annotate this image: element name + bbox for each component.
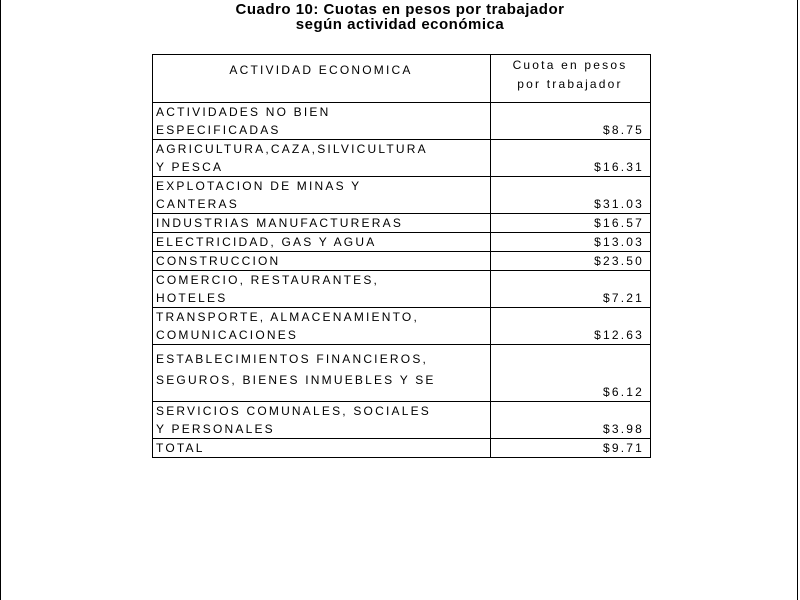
table-row — [153, 214, 651, 233]
activity-line-1: TRANSPORTE, ALMACENAMIENTO, — [156, 310, 419, 324]
amount-cell: $13.03 — [491, 233, 651, 252]
amount-cell: $7.21 — [491, 271, 651, 308]
activity-cell — [153, 308, 491, 345]
title-line-1: Cuadro 10: Cuotas en pesos por trabajador — [235, 1, 565, 18]
activity-cell — [153, 402, 491, 439]
amount-cell: $12.63 — [491, 308, 651, 345]
activity-cell: ELECTRICIDAD, GAS Y AGUA — [153, 233, 491, 252]
activity-line-2: SEGUROS, BIENES INMUEBLES Y SE — [156, 373, 436, 387]
activity-line-1: COMERCIO, RESTAURANTES, — [156, 273, 380, 287]
activity-line-2: Y PERSONALES — [156, 422, 275, 436]
activity-line-1: ACTIVIDADES NO BIEN — [156, 105, 331, 119]
header-quota-line-2: por trabajador — [517, 77, 623, 91]
table-row — [153, 308, 651, 345]
amount-cell: $8.75 — [491, 103, 651, 140]
header-quota — [491, 55, 651, 103]
amount-cell: $16.57 — [491, 214, 651, 233]
activity-cell — [153, 177, 491, 214]
table-row — [153, 177, 651, 214]
total-amount-cell: $9.71 — [491, 439, 651, 458]
activity-cell: CONSTRUCCION — [153, 252, 491, 271]
table-row — [153, 402, 651, 439]
activity-line-2: CANTERAS — [156, 197, 239, 211]
table-row — [153, 103, 651, 140]
table-row — [153, 233, 651, 252]
activity-cell — [153, 103, 491, 140]
header-activity: ACTIVIDAD ECONOMICA — [153, 55, 491, 103]
amount-cell: $31.03 — [491, 177, 651, 214]
table-header-row — [153, 55, 651, 103]
title-line-2: según actividad económica — [295, 16, 505, 33]
table-row — [153, 140, 651, 177]
activity-cell — [153, 140, 491, 177]
activity-cell — [153, 345, 491, 402]
activity-line-1: ESTABLECIMIENTOS FINANCIEROS, — [156, 352, 429, 366]
quota-table — [152, 54, 651, 458]
activity-line-2: ESPECIFICADAS — [156, 123, 281, 137]
activity-cell: INDUSTRIAS MANUFACTURERAS — [153, 214, 491, 233]
table-row — [153, 252, 651, 271]
total-label-cell: TOTAL — [153, 439, 491, 458]
header-quota-line-1: Cuota en pesos — [512, 58, 628, 72]
activity-line-2: HOTELES — [156, 291, 228, 305]
amount-cell: $23.50 — [491, 252, 651, 271]
activity-cell — [153, 271, 491, 308]
amount-cell: $6.12 — [491, 345, 651, 402]
activity-line-2: COMUNICACIONES — [156, 328, 299, 342]
amount-cell: $3.98 — [491, 402, 651, 439]
activity-line-1: EXPLOTACION DE MINAS Y — [156, 179, 362, 193]
amount-cell: $16.31 — [491, 140, 651, 177]
activity-line-1: AGRICULTURA,CAZA,SILVICULTURA — [156, 142, 428, 156]
activity-line-1: SERVICIOS COMUNALES, SOCIALES — [156, 404, 431, 418]
table-row-total — [153, 439, 651, 458]
activity-line-2: Y PESCA — [156, 160, 224, 174]
document-title — [0, 2, 800, 32]
table-row — [153, 271, 651, 308]
table-row — [153, 345, 651, 402]
